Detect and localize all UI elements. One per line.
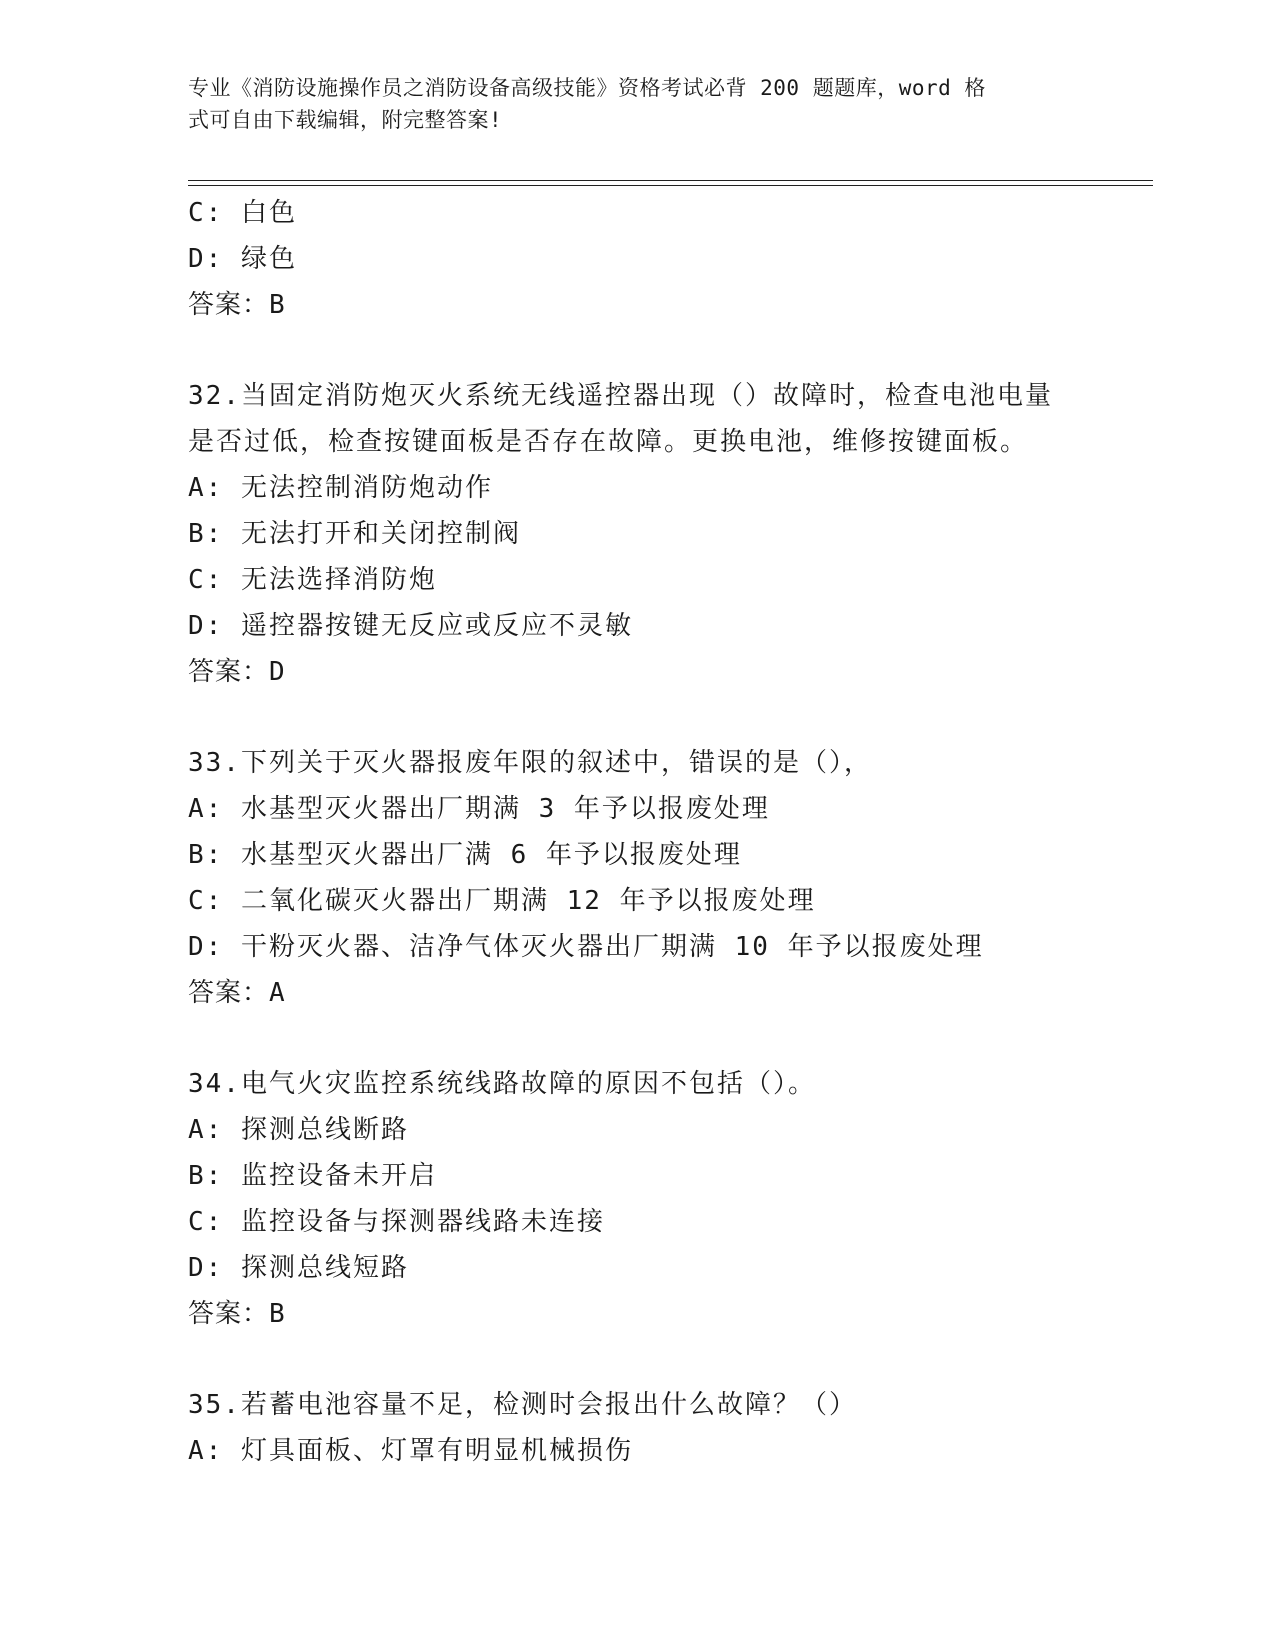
document-header bbox=[188, 72, 1088, 136]
option-b: B: 监控设备未开启 bbox=[188, 1161, 437, 1191]
answer: 答案：A bbox=[188, 978, 286, 1008]
answer: 答案：D bbox=[188, 657, 286, 687]
header-line-1: 专业《消防设施操作员之消防设备高级技能》资格考试必背 200 题题库，word 格 bbox=[188, 76, 986, 100]
option-b: B: 无法打开和关闭控制阀 bbox=[188, 519, 521, 549]
question-text: 33.下列关于灭火器报废年限的叙述中，错误的是（）， bbox=[188, 748, 872, 778]
option-b: B: 水基型灭火器出厂满 6 年予以报废处理 bbox=[188, 840, 742, 870]
partial-question bbox=[188, 190, 1188, 328]
option-c: C: 白色 bbox=[188, 198, 297, 228]
option-c: C: 二氧化碳灭火器出厂期满 12 年予以报废处理 bbox=[188, 886, 816, 916]
option-d: D: 绿色 bbox=[188, 244, 297, 274]
question-33 bbox=[188, 740, 1188, 1016]
question-32 bbox=[188, 373, 1188, 695]
option-a: A: 无法控制消防炮动作 bbox=[188, 473, 493, 503]
question-text: 34.电气火灾监控系统线路故障的原因不包括（）。 bbox=[188, 1069, 816, 1099]
header-rule-bottom bbox=[188, 185, 1153, 186]
question-text-cont: 是否过低，检查按键面板是否存在故障。更换电池，维修按键面板。 bbox=[188, 427, 1029, 457]
option-c: C: 无法选择消防炮 bbox=[188, 565, 437, 595]
header-rule-top bbox=[188, 180, 1153, 181]
question-34 bbox=[188, 1061, 1188, 1337]
option-a: A: 探测总线断路 bbox=[188, 1115, 409, 1145]
option-c: C: 监控设备与探测器线路未连接 bbox=[188, 1207, 605, 1237]
option-d: D: 探测总线短路 bbox=[188, 1253, 409, 1283]
question-text: 35.若蓄电池容量不足，检测时会报出什么故障？（） bbox=[188, 1390, 857, 1420]
option-a: A: 水基型灭火器出厂期满 3 年予以报废处理 bbox=[188, 794, 770, 824]
question-35 bbox=[188, 1382, 1188, 1474]
option-a: A: 灯具面板、灯罩有明显机械损伤 bbox=[188, 1436, 633, 1466]
option-d: D: 遥控器按键无反应或反应不灵敏 bbox=[188, 611, 633, 641]
document-body bbox=[188, 190, 1188, 1474]
answer: 答案：B bbox=[188, 1299, 286, 1329]
header-line-2: 式可自由下载编辑，附完整答案! bbox=[188, 108, 503, 132]
answer: 答案：B bbox=[188, 290, 286, 320]
option-d: D: 干粉灭火器、洁净气体灭火器出厂期满 10 年予以报废处理 bbox=[188, 932, 984, 962]
question-text: 32.当固定消防炮灭火系统无线遥控器出现（）故障时，检查电池电量 bbox=[188, 381, 1053, 411]
